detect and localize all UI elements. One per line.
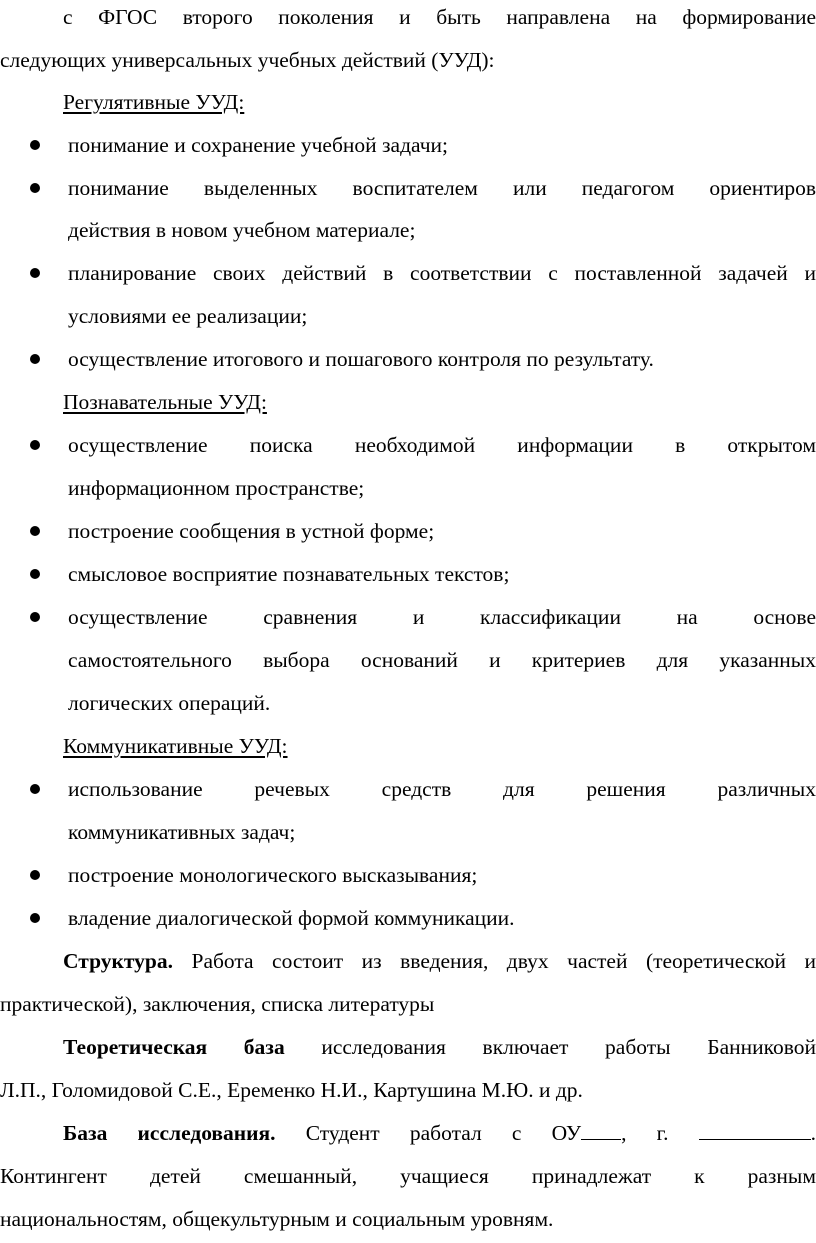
regulative-heading bbox=[0, 88, 816, 116]
theory-text: исследования включает работы Банниковой bbox=[321, 1035, 816, 1059]
list-item-continuation: логических операций. bbox=[68, 691, 271, 715]
list-item: осуществление поиска необходимой информации в открытом bbox=[68, 433, 816, 457]
communicative-heading-text: Коммуникативные УУД: bbox=[63, 734, 288, 758]
cognitive-heading-text: Познавательные УУД: bbox=[63, 390, 267, 414]
list-item: осуществление сравнения и классификации на основе bbox=[68, 605, 816, 629]
blank-field bbox=[581, 1119, 621, 1140]
base-line-3: национальностям, общекультурным и социальным уровням. bbox=[0, 1207, 554, 1231]
base-text-1: Студент работал с ОУ bbox=[305, 1121, 582, 1145]
list-item: построение монологического высказывания; bbox=[68, 863, 478, 887]
theory-line-2: Л.П., Голомидовой С.Е., Еременко Н.И., Картушина М.Ю. и др. bbox=[0, 1078, 583, 1102]
list-item: понимание и сохранение учебной задачи; bbox=[68, 133, 448, 157]
list-item-continuation: самостоятельного выбора оснований и критериев для указанных bbox=[68, 648, 816, 672]
theory-label: Теоретическая база bbox=[63, 1035, 285, 1059]
list-item: планирование своих действий в соответствии с поставленной задачей и bbox=[68, 261, 816, 285]
list-item-continuation: условиями ее реализации; bbox=[68, 304, 308, 328]
communicative-heading bbox=[0, 732, 816, 760]
structure-line-1 bbox=[0, 947, 816, 975]
intro-line-2: следующих универсальных учебных действий (УУД): bbox=[0, 48, 495, 72]
base-text-2: , г. bbox=[621, 1121, 669, 1145]
structure-text: Работа состоит из введения, двух частей (теоретической и bbox=[191, 949, 816, 973]
theory-line-1 bbox=[0, 1033, 816, 1061]
list-item: смысловое восприятие познавательных текстов; bbox=[68, 562, 510, 586]
cognitive-heading bbox=[0, 388, 816, 416]
list-item: осуществление итогового и пошагового контроля по результату. bbox=[68, 347, 654, 371]
base-label: База исследования. bbox=[63, 1121, 276, 1145]
list-item: использование речевых средств для решения различных bbox=[68, 777, 816, 801]
list-item-continuation: коммуникативных задач; bbox=[68, 820, 296, 844]
blank-field bbox=[699, 1119, 811, 1140]
list-item-continuation: действия в новом учебном материале; bbox=[68, 218, 416, 242]
base-text-3: . bbox=[810, 1121, 816, 1145]
list-item: владение диалогической формой коммуникации. bbox=[68, 906, 515, 930]
list-item: построение сообщения в устной форме; bbox=[68, 519, 435, 543]
base-line-1 bbox=[0, 1119, 816, 1147]
regulative-heading-text: Регулятивные УУД: bbox=[63, 90, 245, 114]
list-item-continuation: информационном пространстве; bbox=[68, 476, 365, 500]
structure-label: Структура. bbox=[63, 949, 173, 973]
intro-line-1: с ФГОС второго поколения и быть направлена на формирование bbox=[63, 5, 816, 29]
base-line-2: Контингент детей смешанный, учащиеся принадлежат к разным bbox=[0, 1164, 816, 1188]
structure-line-2: практической), заключения, списка литературы bbox=[0, 992, 435, 1016]
list-item: понимание выделенных воспитателем или педагогом ориентиров bbox=[68, 176, 816, 200]
